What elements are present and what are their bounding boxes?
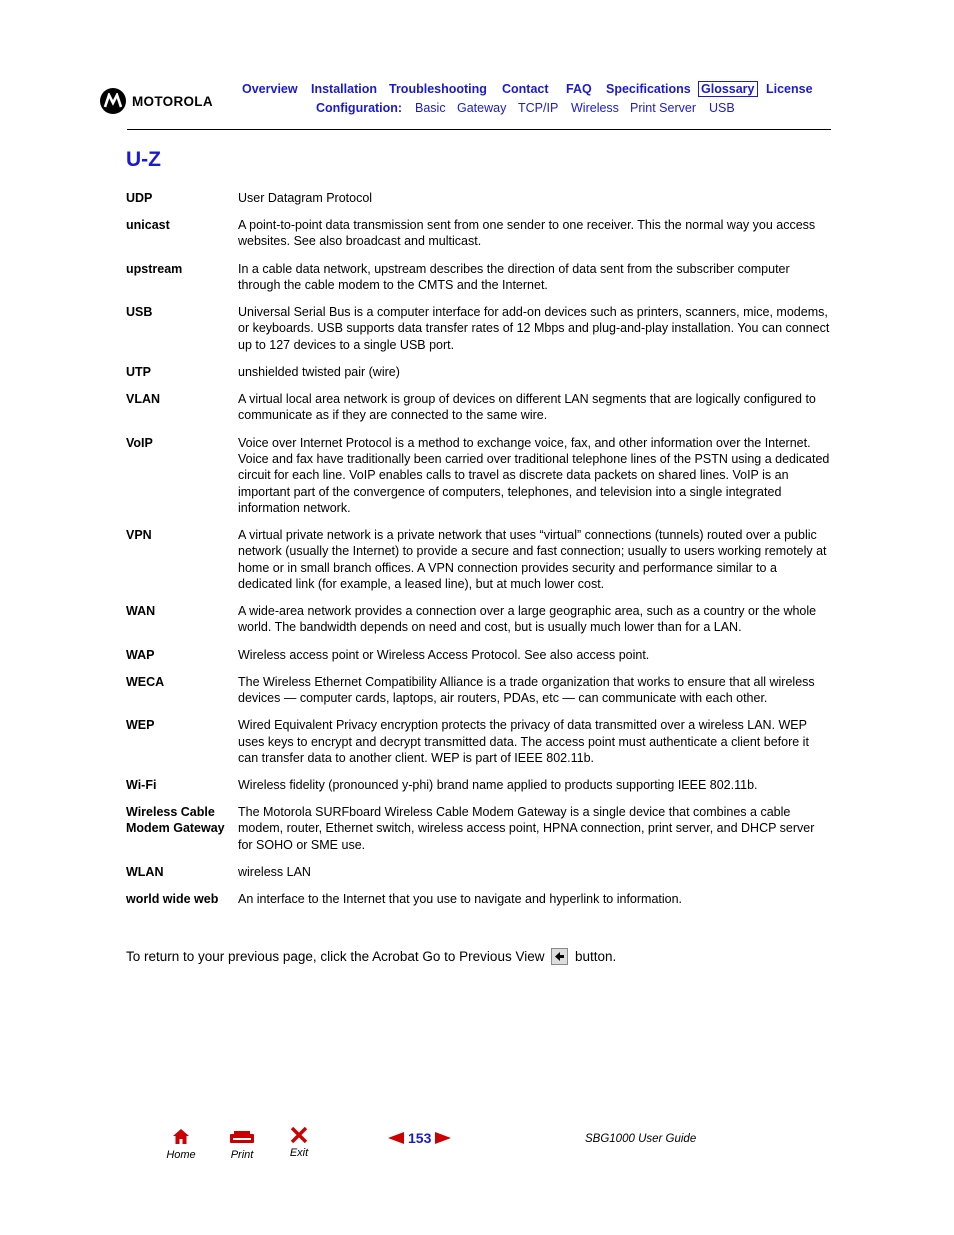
return-note-suffix: button.: [575, 949, 617, 964]
exit-icon: [290, 1127, 308, 1143]
config-gateway[interactable]: Gateway: [457, 101, 507, 115]
next-page-arrow-icon[interactable]: [435, 1132, 451, 1144]
print-icon: [228, 1131, 256, 1145]
guide-title: SBG1000 User Guide: [585, 1133, 697, 1145]
config-tcpip[interactable]: TCP/IP: [518, 101, 559, 115]
glossary-term: USB: [126, 305, 153, 320]
exit-label: Exit: [289, 1147, 309, 1159]
glossary-definition: wireless LAN: [238, 864, 311, 879]
nav-specifications[interactable]: Specifications: [606, 82, 691, 96]
glossary-entry: [126, 364, 832, 380]
glossary-term: Wireless Cable Modem Gateway: [126, 805, 225, 836]
glossary-term: world wide web: [126, 892, 219, 907]
glossary-definition: Voice over Internet Protocol is a method to exchange voice, fax, and other information over the Internet. Voice and fax have traditionally been carried over traditional telephone lines of the PSTN using a dedicated circuit for each line. VoIP enables calls to travel as discrete data packets on shared lines. VoIP is an important part of the convergence of computers, telephones, and television into a single integrated information network.: [238, 435, 830, 515]
return-note-text: To return to your previous page, click the Acrobat Go to Previous View: [126, 949, 545, 964]
glossary-term: Wi-Fi: [126, 778, 157, 792]
nav-contact[interactable]: Contact: [502, 82, 549, 96]
glossary-definition: unshielded twisted pair (wire): [238, 364, 400, 379]
glossary-entry: [126, 261, 832, 294]
glossary-entry: [126, 647, 832, 663]
config-usb[interactable]: USB: [709, 101, 735, 115]
glossary-entry: [126, 891, 832, 907]
glossary-term: WECA: [126, 674, 165, 689]
glossary-definition: A point-to-point data transmission sent from one sender to one receiver. This the normal way you access websites. See also broadcast and multicast.: [238, 218, 816, 249]
exit-button[interactable]: [285, 1127, 313, 1159]
return-note: [126, 948, 616, 966]
nav-installation[interactable]: Installation: [311, 82, 377, 96]
glossary-term: upstream: [126, 261, 183, 276]
glossary-definition: User Datagram Protocol: [238, 191, 373, 205]
nav-license[interactable]: License: [766, 82, 813, 96]
glossary-term: WAP: [126, 647, 155, 662]
glossary-term: VLAN: [126, 392, 161, 407]
glossary-entry: [126, 435, 832, 516]
home-icon: [172, 1128, 190, 1145]
glossary-definition: An interface to the Internet that you use to navigate and hyperlink to information.: [238, 892, 683, 907]
glossary-entry: [126, 804, 832, 853]
glossary-definition: Wireless fidelity (pronounced y-phi) brand name applied to products supporting IEEE 802.11b.: [238, 778, 758, 792]
glossary-entry: [126, 674, 832, 707]
glossary-definition: A wide-area network provides a connection over a large geographic area, such as a country or the whole world. The bandwidth depends on need and cost, but is usually much lower than for a LAN.: [238, 604, 817, 635]
config-nav: [0, 101, 954, 117]
glossary-definition: The Motorola SURFboard Wireless Cable Modem Gateway is a single device that combines a cable modem, router, Ethernet switch, wireless access point, HPNA connection, print server, and DHCP server for SOHO or SME use.: [238, 805, 815, 852]
glossary-entry: [126, 304, 832, 353]
glossary-entry: [126, 217, 832, 250]
config-print-server[interactable]: Print Server: [630, 101, 696, 115]
brand-name: MOTOROLA: [132, 93, 213, 109]
config-wireless[interactable]: Wireless: [571, 101, 619, 115]
nav-faq[interactable]: FAQ: [566, 82, 592, 96]
glossary-list: [126, 190, 832, 918]
glossary-term: WEP: [126, 718, 155, 733]
nav-overview[interactable]: Overview: [242, 82, 298, 96]
glossary-entry: [126, 527, 832, 592]
glossary-term: UTP: [126, 364, 151, 379]
home-button[interactable]: [165, 1128, 197, 1161]
home-label: Home: [166, 1149, 196, 1161]
config-label: Configuration:: [316, 101, 403, 115]
page-number: 153: [408, 1130, 432, 1146]
nav-glossary-active[interactable]: Glossary: [698, 81, 758, 97]
header-divider: [127, 129, 831, 130]
glossary-entry: [126, 190, 832, 206]
previous-page-arrow-icon[interactable]: [388, 1132, 404, 1144]
glossary-entry: [126, 603, 832, 636]
primary-nav: [0, 82, 954, 98]
previous-view-icon: [551, 948, 568, 965]
nav-troubleshooting[interactable]: Troubleshooting: [389, 82, 487, 96]
glossary-term: VPN: [126, 527, 152, 542]
config-basic[interactable]: Basic: [415, 101, 446, 115]
glossary-term: VoIP: [126, 435, 153, 450]
glossary-entry: [126, 777, 832, 793]
print-label: Print: [230, 1149, 254, 1161]
glossary-entry: [126, 717, 832, 766]
glossary-definition: A virtual private network is a private network that uses “virtual” connections (tunnels) routed over a public network (usually the Internet) to provide a secure and fast connection; usually to users working remotely at home or in small branch offices. A VPN connection provides security and performance similar to a dedicated link (for example, a leased line), but at much lower cost.: [238, 527, 827, 591]
print-button[interactable]: [225, 1131, 259, 1161]
glossary-definition: A virtual local area network is group of devices on different LAN segments that are logically configured to communicate as if they are connected to the same wire.: [238, 392, 816, 423]
glossary-definition: Wireless access point or Wireless Access Protocol. See also access point.: [238, 647, 650, 662]
glossary-definition: Universal Serial Bus is a computer interface for add-on devices such as printers, scanners, mice, modems, or keyboards. USB supports data transfer rates of 12 Mbps and plug-and-play installation. You can connect up to 127 devices to a single USB port.: [238, 305, 830, 352]
glossary-definition: Wired Equivalent Privacy encryption protects the privacy of data transmitted over a wireless LAN. WEP uses keys to encrypt and decrypt transmitted data. The access point must authenticate a client before it can transfer data to another client. WEP is part of IEEE 802.11b.: [238, 718, 809, 765]
glossary-definition: The Wireless Ethernet Compatibility Alliance is a trade organization that works to ensure that all wireless devices — computer cards, laptops, air routers, PDAs, etc — can communicate with each other.: [238, 674, 815, 706]
glossary-term: WLAN: [126, 864, 164, 879]
glossary-entry: [126, 391, 832, 424]
glossary-definition: In a cable data network, upstream describes the direction of data sent from the subscriber computer through the cable modem to the CMTS and the Internet.: [238, 261, 790, 292]
glossary-term: unicast: [126, 218, 170, 233]
glossary-entry: [126, 864, 832, 880]
glossary-term: UDP: [126, 191, 153, 205]
glossary-term: WAN: [126, 604, 156, 619]
page-title: U-Z: [126, 148, 161, 171]
pager: [388, 1130, 451, 1146]
